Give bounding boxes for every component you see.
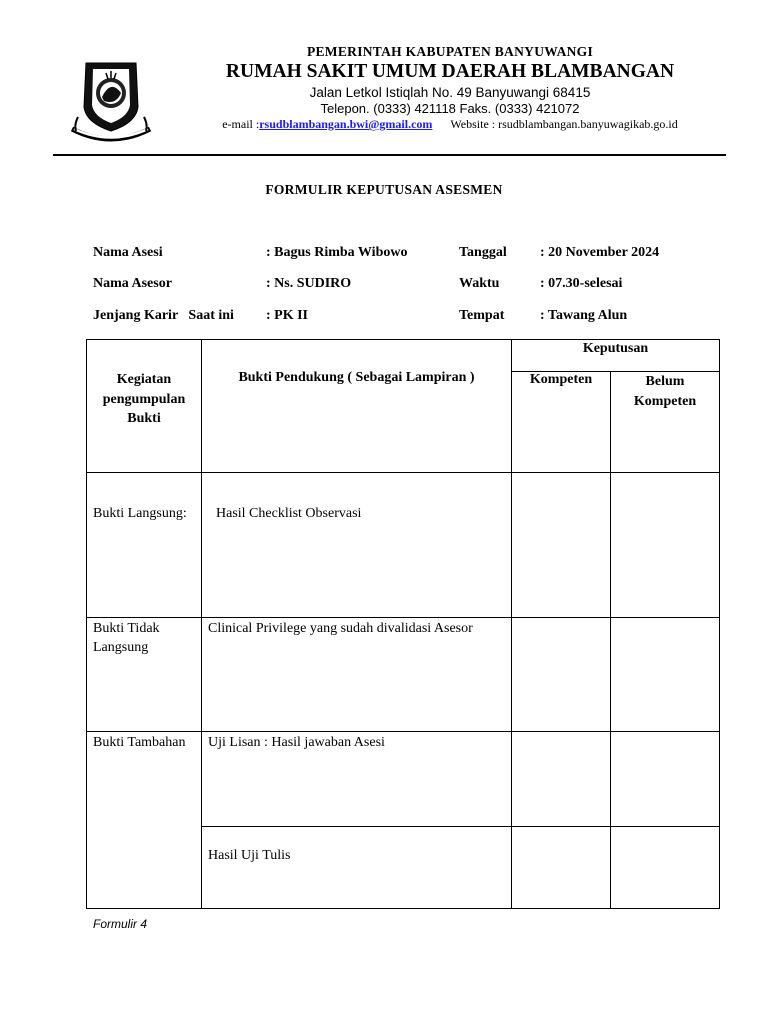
form-title: FORMULIR KEPUTUSAN ASESMEN <box>265 182 503 197</box>
hospital-phone: Telepon. (0333) 421118 Faks. (0333) 421072 <box>320 101 580 116</box>
tanggal-value: : 20 November 2024 <box>540 245 660 260</box>
header-bukti-pendukung: Bukti Pendukung ( Sebagai Lampiran ) <box>202 340 512 473</box>
table-row <box>87 473 720 618</box>
assessment-decision-table <box>86 339 720 909</box>
email-label: e-mail : <box>222 117 260 131</box>
header-keputusan: Keputusan <box>512 340 720 372</box>
tempat-value: : Tawang Alun <box>540 308 628 323</box>
kegiatan-cell: Bukti Langsung: <box>87 473 202 618</box>
kompeten-checkbox-cell[interactable] <box>512 618 611 732</box>
asesor-value: : Ns. SUDIRO <box>266 276 352 291</box>
bukti-cell: Hasil Uji Tulis <box>202 827 512 909</box>
belum-kompeten-checkbox-cell[interactable] <box>611 827 720 909</box>
header-belum-kompeten: Belum Kompeten <box>611 372 720 473</box>
jenjang-value: : PK II <box>266 308 308 323</box>
belum-kompeten-checkbox-cell[interactable] <box>611 618 720 732</box>
kompeten-checkbox-cell[interactable] <box>512 732 611 827</box>
letterhead <box>160 42 740 131</box>
government-name: PEMERINTAH KABUPATEN BANYUWANGI <box>306 44 594 59</box>
belum-kompeten-checkbox-cell[interactable] <box>611 473 720 618</box>
contact-line <box>160 117 740 131</box>
form-footer-label: Formulir 4 <box>93 917 148 931</box>
table-row <box>87 618 720 732</box>
asesi-label: Nama Asesi <box>93 245 163 260</box>
bukti-cell: Uji Lisan : Hasil jawaban Asesi <box>202 732 512 827</box>
asesi-value: : Bagus Rimba Wibowo <box>266 245 408 260</box>
regency-emblem-logo <box>66 57 156 143</box>
asesor-label: Nama Asesor <box>93 276 172 291</box>
hospital-address: Jalan Letkol Istiqlah No. 49 Banyuwangi 68415 <box>309 85 591 100</box>
waktu-value: : 07.30-selesai <box>540 276 623 291</box>
table-row <box>87 732 720 827</box>
header-kompeten: Kompeten <box>512 372 611 473</box>
email-link[interactable]: rsudblambangan.bwi@gmail.com <box>259 117 433 131</box>
hospital-name: RUMAH SAKIT UMUM DAERAH BLAMBANGAN <box>225 61 675 82</box>
letterhead-divider <box>53 154 726 156</box>
belum-kompeten-checkbox-cell[interactable] <box>611 732 720 827</box>
kegiatan-cell: Bukti Tambahan <box>87 732 202 909</box>
bukti-cell: Clinical Privilege yang sudah divalidasi Asesor <box>202 618 512 732</box>
kegiatan-cell: Bukti Tidak Langsung <box>87 618 202 732</box>
header-kegiatan: Kegiatan pengumpulan Bukti <box>87 340 202 473</box>
kompeten-checkbox-cell[interactable] <box>512 473 611 618</box>
waktu-label: Waktu <box>459 276 500 291</box>
jenjang-label: Jenjang Karir Saat ini <box>93 308 234 323</box>
website-text: Website : rsudblambangan.banyuwagikab.go.id <box>450 117 678 131</box>
bukti-cell: Hasil Checklist Observasi <box>202 473 512 618</box>
tempat-label: Tempat <box>459 308 505 323</box>
tanggal-label: Tanggal <box>459 245 507 260</box>
kompeten-checkbox-cell[interactable] <box>512 827 611 909</box>
